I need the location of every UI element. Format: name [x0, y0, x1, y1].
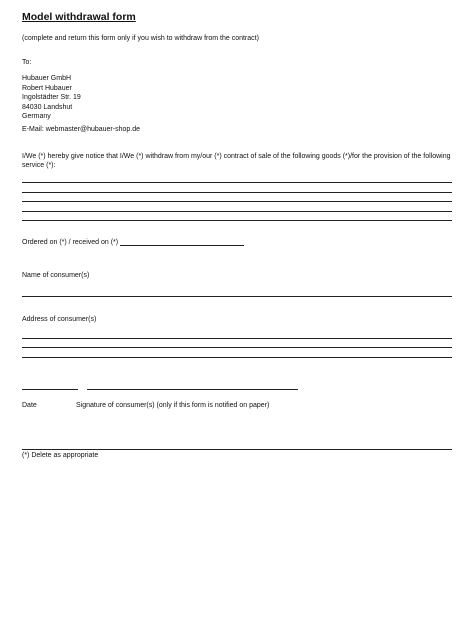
consumer-address-label: Address of consumer(s) — [22, 316, 97, 323]
withdrawal-notice: I/We (*) hereby give notice that I/We (*) withdraw from my/our (*) contract of sale of the following goods (*)/for the provision of the following service (*): — [22, 153, 451, 169]
address-line: Hubauer GmbH — [22, 75, 72, 82]
goods-line[interactable] — [22, 201, 452, 202]
consumer-address-line[interactable] — [22, 347, 452, 348]
email-line: E-Mail: webmaster@hubauer-shop.de — [22, 126, 140, 133]
footnote-divider — [22, 449, 452, 450]
consumer-name-line[interactable] — [22, 296, 452, 297]
goods-line[interactable] — [22, 211, 452, 212]
address-line: 84030 Landshut — [22, 103, 73, 111]
to-label: To: — [22, 59, 32, 66]
address-line: Ingolstädter Str. 19 — [22, 94, 81, 102]
footnote: (*) Delete as appropriate — [22, 452, 99, 459]
consumer-address-line[interactable] — [22, 357, 452, 358]
ordered-date-line[interactable] — [120, 245, 244, 246]
address-line: Robert Hubauer — [22, 84, 72, 92]
signature-label: Signature of consumer(s) (only if this form is notified on paper) — [76, 402, 270, 409]
form-title: Model withdrawal form — [22, 11, 136, 23]
date-label: Date — [22, 402, 37, 409]
goods-line[interactable] — [22, 182, 452, 183]
goods-line[interactable] — [22, 192, 452, 193]
date-line[interactable] — [22, 389, 78, 390]
consumer-name-label: Name of consumer(s) — [22, 272, 90, 279]
form-subtitle: (complete and return this form only if you wish to withdraw from the contract) — [22, 35, 259, 42]
recipient-address — [22, 74, 81, 122]
ordered-label: Ordered on (*) / received on (*) — [22, 239, 119, 246]
goods-line[interactable] — [22, 220, 452, 221]
address-line: Germany — [22, 113, 51, 121]
consumer-address-line[interactable] — [22, 338, 452, 339]
signature-line[interactable] — [87, 389, 298, 390]
